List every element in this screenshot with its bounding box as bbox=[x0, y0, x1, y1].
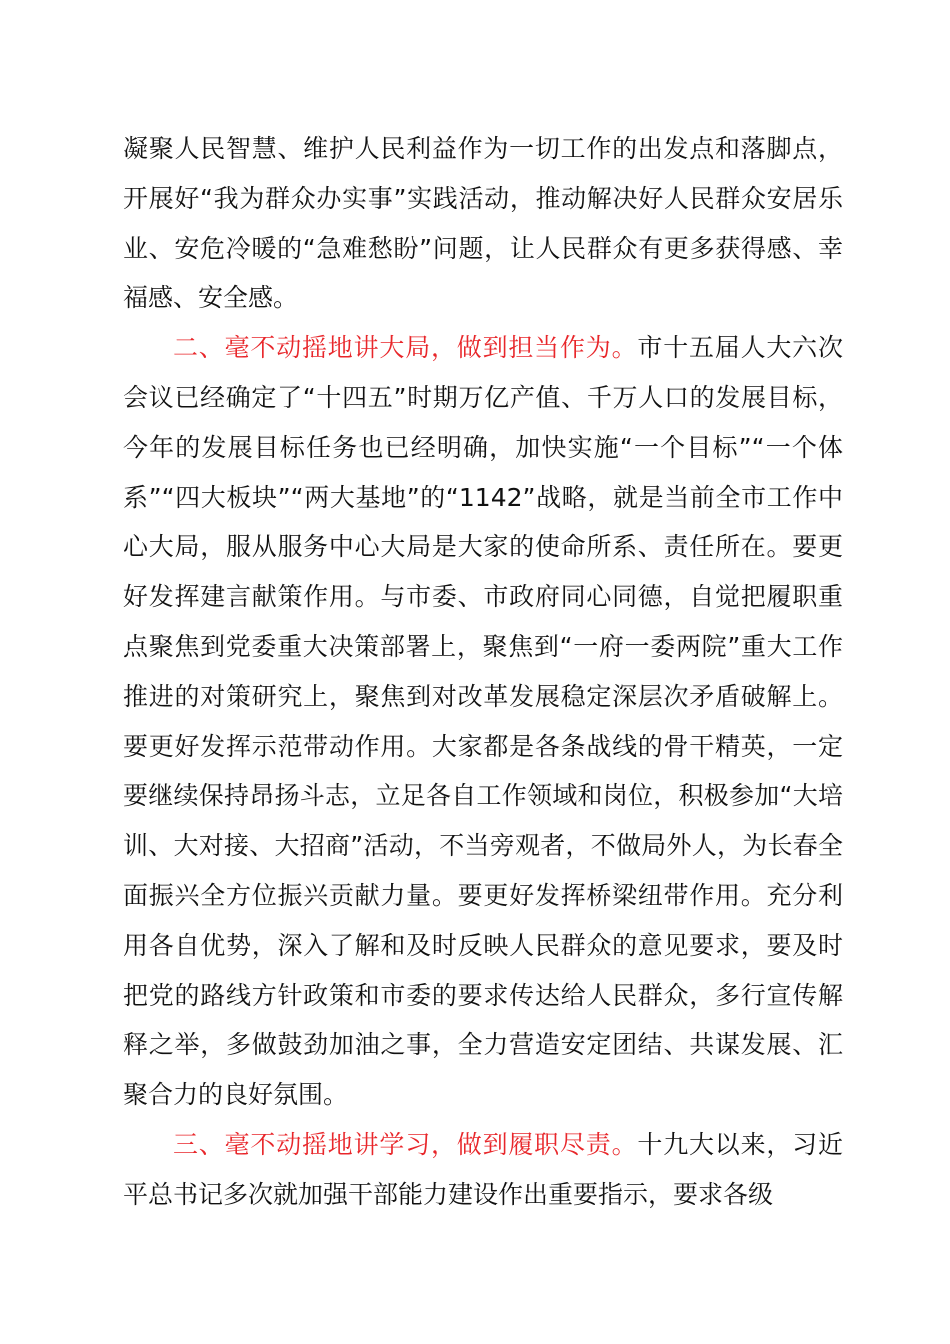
section-three-heading: 三、毫不动摇地讲学习，做到履职尽责。 bbox=[173, 1129, 638, 1159]
paragraph-section-two bbox=[123, 323, 843, 1120]
section-two-heading: 二、毫不动摇地讲大局，做到担当作为。 bbox=[173, 333, 638, 363]
paragraph-section-three bbox=[123, 1120, 843, 1220]
paragraph-continuation bbox=[123, 124, 843, 323]
document-body bbox=[123, 124, 843, 1220]
paragraph-1-text: 凝聚人民智慧、维护人民利益作为一切工作的出发点和落脚点，开展好“我为群众办实事”实践活动，推动解决好人民群众安居乐业、安危冷暖的“急难愁盼”问题，让人民群众有更多获得感、幸福感、安全感。 bbox=[123, 134, 843, 313]
section-two-text: 市十五届人大六次会议已经确定了“十四五”时期万亿产值、千万人口的发展目标，今年的发展目标任务也已经明确，加快实施“一个目标”“一个体系”“四大板块”“两大基地”的“1142”战略，就是当前全市工作中心大局，服从服务中心大局是大家的使命所系、责任所在。要更好发挥建言献策作用。与市委、市政府同心同德，自觉把履职重点聚焦到党委重大决策部署上，聚焦到“一府一委两院”重大工作推进的对策研究上，聚焦到对改革发展稳定深层次矛盾破解上。要更好发挥示范带动作用。大家都是各条战线的骨干精英，一定要继续保持昂扬斗志，立足各自工作领域和岗位，积极参加“大培训、大对接、大招商”活动，不当旁观者，不做局外人，为长春全面振兴全方位振兴贡献力量。要更好发挥桥梁纽带作用。充分利用各自优势，深入了解和及时反映人民群众的意见要求，要及时把党的路线方针政策和市委的要求传达给人民群众，多行宣传解释之举，多做鼓劲加油之事，全力营造安定团结、共谋发展、汇聚合力的良好氛围。 bbox=[123, 333, 843, 1110]
section-three-text: 十九大以来，习近平总书记多次就加强干部能力建设作出重要指示，要求各级 bbox=[123, 1129, 843, 1209]
